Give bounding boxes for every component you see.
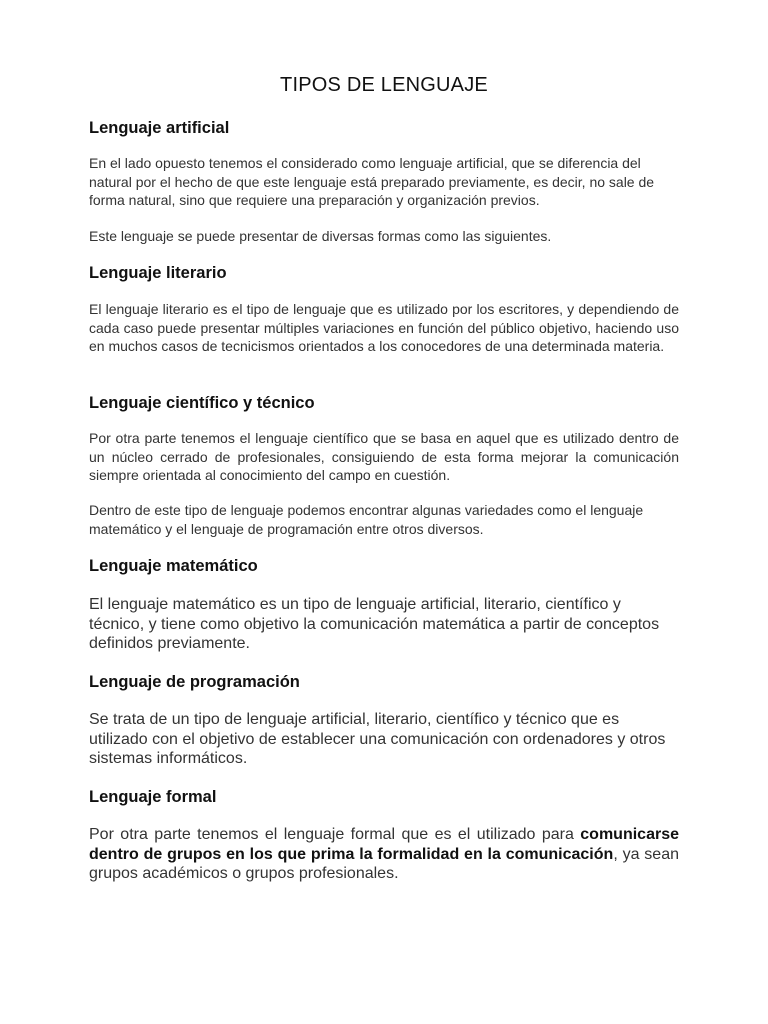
paragraph-programacion-1: Se trata de un tipo de lenguaje artificial, literario, científico y técnico que es utilizado con el objetivo de establecer una comunicación con ordenadores y otros sistemas informáticos. <box>89 711 666 767</box>
section-heading-formal: Lenguaje formal <box>89 788 217 806</box>
paragraph-literario-1: El lenguaje literario es el tipo de lenguaje que es utilizado por los escritores, y dependiendo de cada caso puede presentar múltiples variaciones en función del público objetivo, haciendo uso en muchos casos de tecnicismos orientados a los conocedores de una determinada materia. <box>89 301 679 354</box>
section-heading-cientifico: Lenguaje científico y técnico <box>89 394 315 412</box>
document-title: TIPOS DE LENGUAJE <box>280 74 488 96</box>
section-heading-literario: Lenguaje literario <box>89 264 227 282</box>
paragraph-artificial-1: En el lado opuesto tenemos el considerado como lenguaje artificial, que se diferencia del natural por el hecho de que este lenguaje está preparado previamente, es decir, no sale de forma natural, sino que requiere una preparación y organización previos. <box>89 155 655 208</box>
section-heading-artificial: Lenguaje artificial <box>89 119 230 137</box>
paragraph-cientifico-1: Por otra parte tenemos el lenguaje científico que se basa en aquel que es utilizado dentro de un núcleo cerrado de profesionales, consiguiendo de esta forma mejorar la comunicación siempre orientada al conocimiento del campo en cuestión. <box>89 430 679 483</box>
paragraph-cientifico-2: Dentro de este tipo de lenguaje podemos encontrar algunas variedades como el lenguaje matemático y el lenguaje de programación entre otros diversos. <box>89 502 644 537</box>
section-heading-matematico: Lenguaje matemático <box>89 557 258 575</box>
paragraph-formal-bold-text: comunicarse dentro de grupos en los que prima la formalidad en la comunicación <box>89 826 679 863</box>
paragraph-artificial-2: Este lenguaje se puede presentar de diversas formas como las siguientes. <box>89 228 552 244</box>
section-heading-programacion: Lenguaje de programación <box>89 673 300 691</box>
paragraph-formal-1 <box>89 825 679 884</box>
paragraph-formal-text-after: , ya sean grupos académicos o grupos profesionales. <box>89 845 680 882</box>
paragraph-formal-text-before: Por otra parte tenemos el lenguaje formal que es el utilizado para <box>89 826 581 843</box>
paragraph-matematico-1: El lenguaje matemático es un tipo de lenguaje artificial, literario, científico y técnico, y tiene como objetivo la comunicación matemática a partir de conceptos definidos previamente. <box>89 596 660 652</box>
document-page <box>89 0 679 1024</box>
